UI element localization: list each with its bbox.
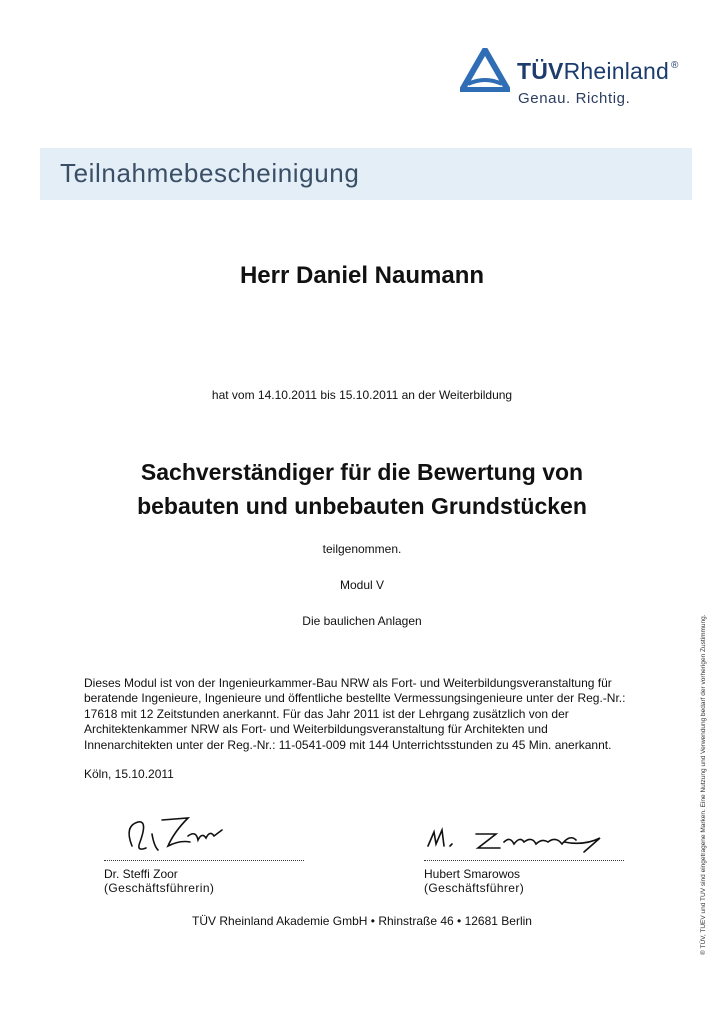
- paragraph-line: Innenarchitekten unter der Reg.-Nr.: 11-0541-009 mit 144 Unterrichtsstunden zu 45 Min. anerkannt.: [84, 737, 612, 752]
- paragraph-line: Dieses Modul ist von der Ingenieurkammer-Bau NRW als Fort- und Weiterbildungsveranstaltung für: [84, 676, 612, 690]
- place-date: Köln, 15.10.2011: [84, 767, 174, 781]
- signature-line: [424, 860, 624, 861]
- tuv-logo: [460, 48, 700, 114]
- document-title: Teilnahmebescheinigung: [60, 158, 360, 188]
- module-title: Die baulichen Anlagen: [302, 614, 422, 628]
- signer-name: Dr. Steffi Zoor: [104, 867, 178, 881]
- trademark-note: ® TÜV, TUEV und TUV sind eingetragene Marken. Eine Nutzung und Verwendung bedarf der vorherigen Zustimmung.: [700, 614, 707, 955]
- signer-role: (Geschäftsführer): [424, 881, 525, 895]
- brand-slogan: Genau. Richtig.: [518, 90, 631, 107]
- course-title-line: Sachverständiger für die Bewertung von: [140, 459, 584, 485]
- module-number: Modul V: [339, 578, 385, 592]
- paragraph-line: Architektenkammer NRW als Fort- und Weiterbildungsveranstaltung für Architekten und: [84, 722, 548, 737]
- signer-role: (Geschäftsführerin): [104, 881, 215, 895]
- course-title-line: bebauten und unbebauten Grundstücken: [137, 493, 587, 519]
- signer-name: Hubert Smarowos: [424, 867, 521, 881]
- signature-line: [104, 860, 304, 861]
- signature-block-2: [424, 812, 624, 895]
- paragraph-line: 17618 mit 12 Zeitstunden anerkannt. Für das Jahr 2011 ist der Lehrgang zusätzlich von der: [84, 706, 569, 721]
- brand-name: TÜVRheinland ®: [517, 58, 679, 84]
- recipient-name: Herr Daniel Naumann: [239, 262, 485, 289]
- participated-text: teilgenommen.: [322, 542, 402, 556]
- paragraph-line: beratende Ingenieure, Ingenieure und öffentliche bestellte Vermessungsingenieure unter der Reg.-Nr.:: [84, 691, 626, 706]
- handwritten-signature-1: [118, 812, 238, 860]
- course-title: [0, 455, 724, 523]
- triangle-logo-icon: [460, 48, 510, 92]
- period-line: hat vom 14.10.2011 bis 15.10.2011 an der Weiterbildung: [211, 388, 513, 402]
- signature-block-1: [104, 812, 304, 895]
- title-banner: [40, 148, 692, 200]
- handwritten-signature-2: [424, 812, 614, 860]
- footer-address: TÜV Rheinland Akademie GmbH • Rhinstraße 46 • 12681 Berlin: [192, 914, 532, 928]
- recognition-paragraph: [84, 676, 644, 753]
